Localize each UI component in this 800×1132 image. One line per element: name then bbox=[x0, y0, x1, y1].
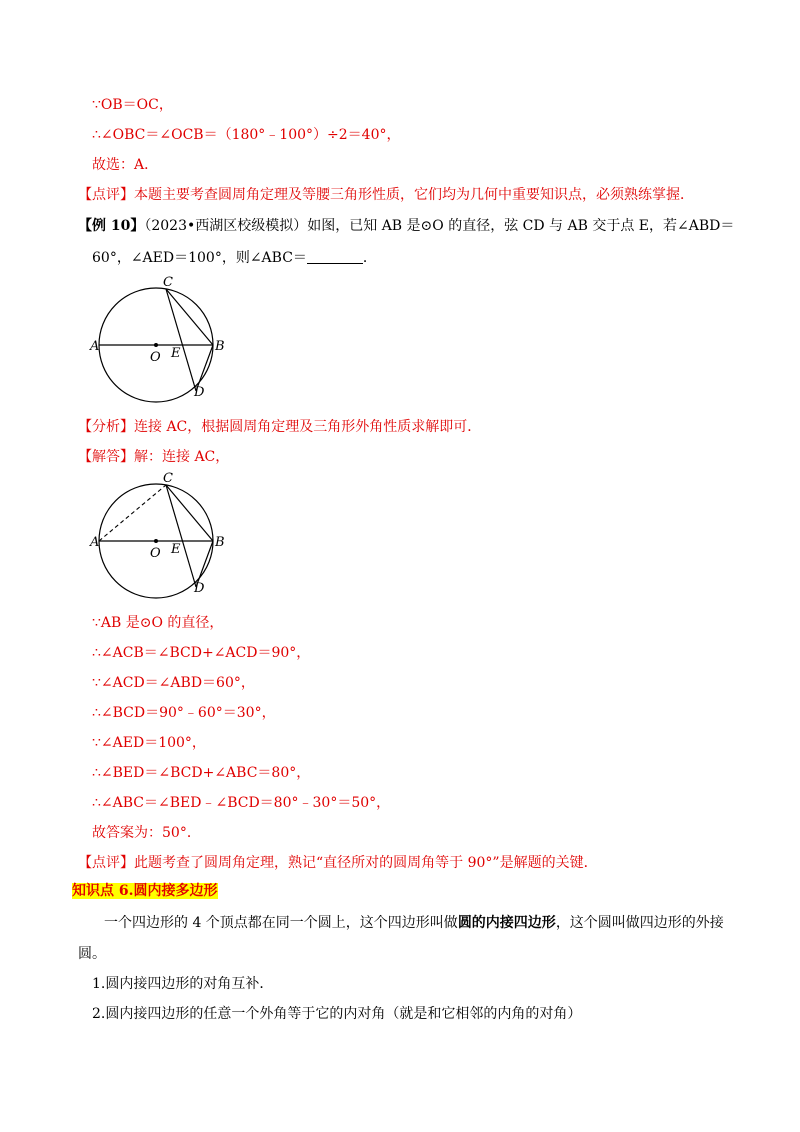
center-point bbox=[154, 539, 158, 543]
section-title bbox=[72, 881, 218, 901]
section-paragraph-line-2: 圆。 bbox=[78, 946, 106, 962]
label-b: B bbox=[215, 535, 225, 550]
example-10-question-line-2 bbox=[92, 248, 377, 268]
example-question-text-2: 60°，∠AED＝100°，则∠ABC＝ bbox=[92, 250, 307, 266]
geometry-figure-1 bbox=[88, 275, 238, 405]
step-line: ∵∠ACD＝∠ABD＝60°， bbox=[92, 675, 255, 691]
reason-line-ob-oc: ∵OB＝OC， bbox=[92, 97, 173, 113]
section-paragraph-line-1 bbox=[104, 913, 724, 933]
label-a: A bbox=[90, 339, 100, 354]
step-line: ∴∠BCD＝90°﹣60°＝30°， bbox=[92, 705, 276, 721]
analysis-line: 【分析】连接 AC，根据圆周角定理及三角形外角性质求解即可． bbox=[78, 419, 482, 435]
example-label: 【例 10】 bbox=[78, 218, 145, 234]
section-title-text: 知识点 6.圆内接多边形 bbox=[72, 883, 218, 899]
comment-line-2: 【点评】此题考查了圆周角定理，熟记“直径所对的圆周角等于 90°”是解题的关键． bbox=[78, 855, 598, 871]
label-d: D bbox=[194, 385, 205, 400]
chord-cd bbox=[166, 485, 196, 587]
comment-line-1: 【点评】本题主要考查圆周角定理及等腰三角形性质，它们均为几何中重要知识点，必须熟练掌握． bbox=[78, 187, 694, 203]
step-line: ∵∠AED＝100°， bbox=[92, 735, 206, 751]
step-line: ∴∠ABC＝∠BED﹣∠BCD＝80°﹣30°＝50°， bbox=[92, 795, 391, 811]
question-period: ． bbox=[362, 250, 377, 266]
geometry-figure-2 bbox=[88, 471, 238, 601]
label-b: B bbox=[215, 339, 225, 354]
section-list-item-1: 1.圆内接四边形的对角互补． bbox=[92, 976, 274, 992]
conclusion-line-angle-obc: ∴∠OBC＝∠OCB＝（180°﹣100°）÷2＝40°， bbox=[92, 127, 401, 143]
section-list-item-2: 2.圆内接四边形的任意一个外角等于它的内对角（就是和它相邻的内角的对角） bbox=[92, 1006, 582, 1022]
example-10-question-line-1 bbox=[78, 216, 734, 236]
paragraph-text: 一个四边形的 4 个顶点都在同一个圆上，这个四边形叫做 bbox=[104, 915, 458, 931]
label-c: C bbox=[163, 275, 173, 290]
example-question-text: （2023•西湖区校级模拟）如图，已知 AB 是⊙O 的直径，弦 CD 与 AB 交于点 E，若∠ABD＝ bbox=[144, 218, 735, 234]
label-d: D bbox=[194, 581, 205, 596]
choice-line: 故选：A． bbox=[92, 157, 159, 173]
label-o: O bbox=[150, 546, 161, 561]
label-e: E bbox=[171, 346, 181, 361]
label-c: C bbox=[163, 471, 173, 486]
label-e: E bbox=[171, 542, 181, 557]
chord-cd bbox=[166, 289, 196, 391]
center-point bbox=[154, 343, 158, 347]
step-line: ∵AB 是⊙O 的直径， bbox=[92, 615, 224, 631]
step-line: ∴∠BED＝∠BCD+∠ABC＝80°， bbox=[92, 765, 311, 781]
answer-blank bbox=[307, 249, 363, 264]
label-o: O bbox=[150, 350, 161, 365]
dashed-ac bbox=[99, 485, 166, 541]
label-a: A bbox=[90, 535, 100, 550]
answer-intro-line: 【解答】解：连接 AC， bbox=[78, 449, 230, 465]
final-answer-line: 故答案为：50°． bbox=[92, 825, 201, 841]
step-line: ∴∠ACB＝∠BCD+∠ACD＝90°， bbox=[92, 645, 311, 661]
paragraph-text: ，这个圆叫做四边形的外接 bbox=[555, 915, 724, 931]
paragraph-bold-term: 圆的内接四边形 bbox=[457, 915, 556, 931]
